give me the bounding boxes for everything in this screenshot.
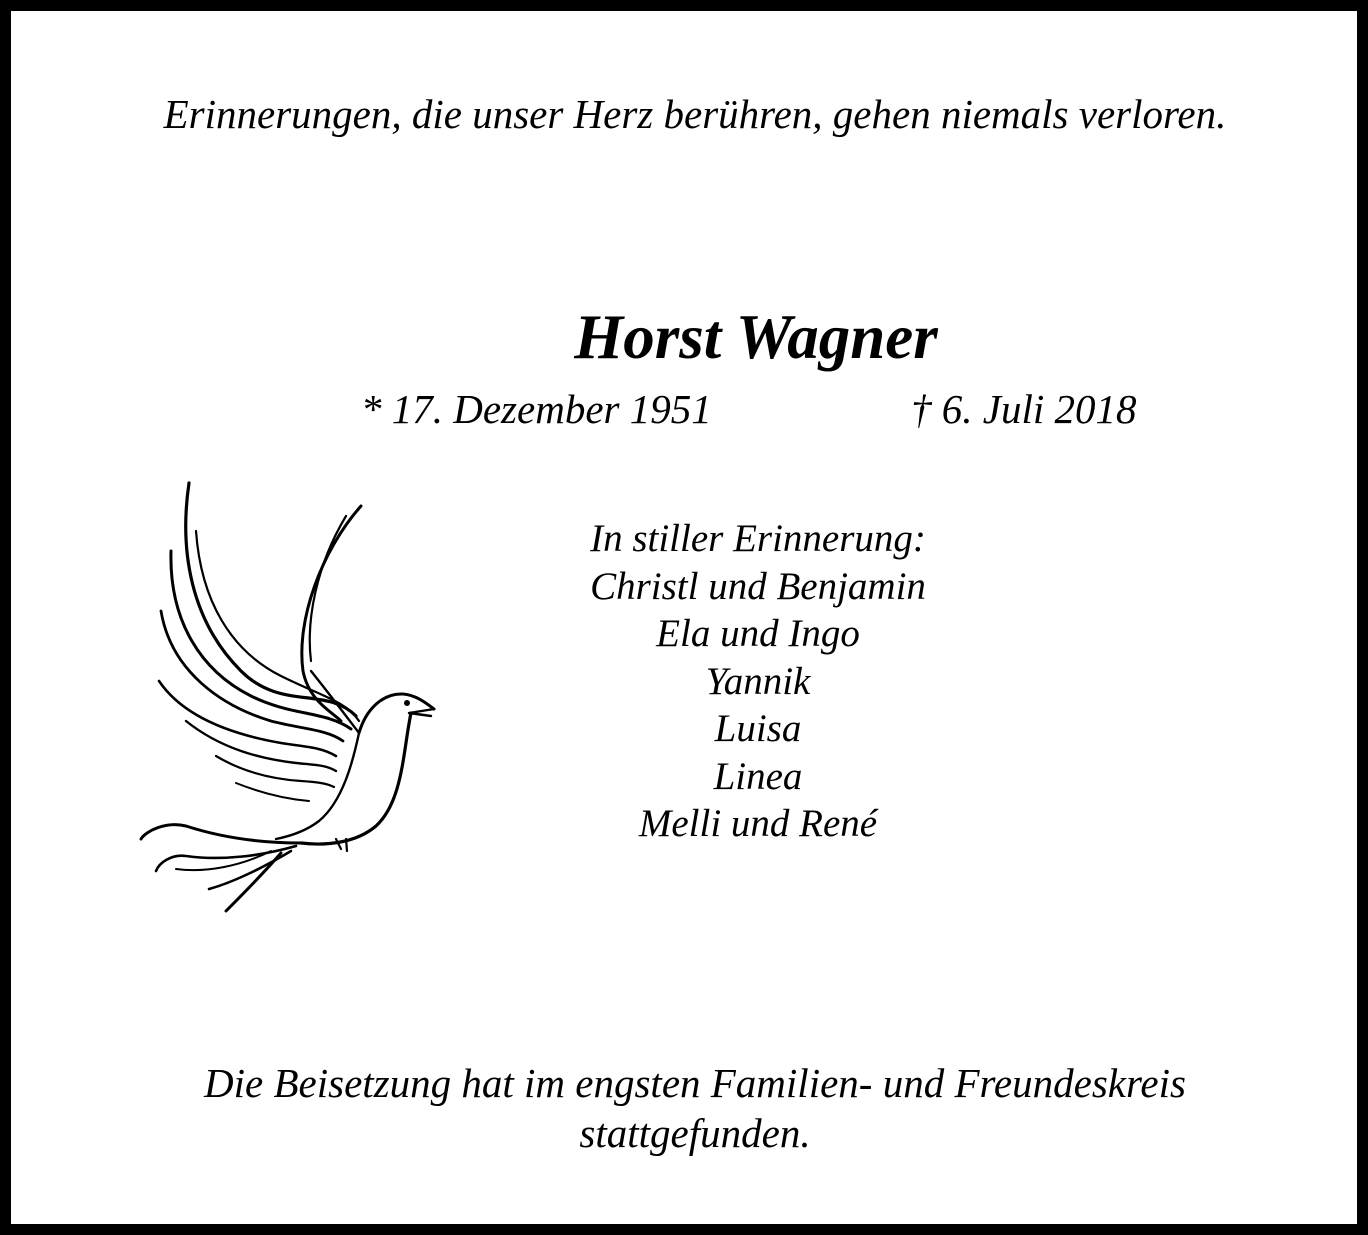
death-date: † 6. Juli 2018 <box>911 386 1137 432</box>
mourners-heading: In stiller Erinnerung: <box>590 517 926 560</box>
mourners-list <box>508 515 1008 848</box>
funeral-note-line: Die Beisetzung hat im engsten Familien- und Freundeskreis <box>204 1060 1186 1106</box>
deceased-name: Horst Wagner <box>574 302 938 372</box>
birth-date: * 17. Dezember 1951 <box>361 386 712 432</box>
mourner-line: Yannik <box>705 659 811 703</box>
mourner-line: Ela und Ingo <box>656 612 860 655</box>
mourner-line: Luisa <box>714 707 802 750</box>
funeral-note <box>11 1058 1368 1158</box>
funeral-note-line: stattgefunden. <box>579 1110 811 1156</box>
dove-icon <box>131 471 451 921</box>
mourner-line: Linea <box>713 754 803 798</box>
mourner-line: Christl und Benjamin <box>590 564 926 608</box>
motto-text: Erinnerungen, die unser Herz berühren, gehen niemals verloren. <box>163 91 1227 137</box>
mourner-line: Melli und René <box>638 802 878 845</box>
